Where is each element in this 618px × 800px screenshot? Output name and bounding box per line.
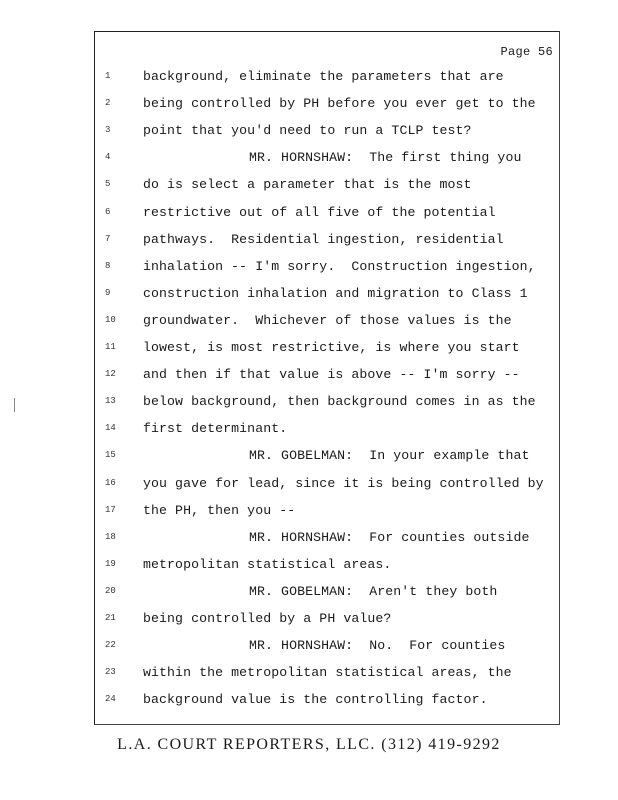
line-number: 14 [105, 423, 116, 434]
transcript-line [95, 502, 559, 520]
transcript-line [95, 664, 559, 682]
transcript-line [95, 475, 559, 493]
transcript-line [95, 204, 559, 222]
line-number: 19 [105, 558, 116, 569]
line-text: MR. HORNSHAW: No. For counties [249, 638, 506, 654]
line-text: MR. HORNSHAW: The first thing you [249, 150, 522, 166]
transcript-line [95, 637, 559, 655]
line-number: 22 [105, 640, 116, 651]
line-number: 23 [105, 667, 116, 678]
transcript-line [95, 583, 559, 601]
line-text: and then if that value is above -- I'm sorry -- [143, 367, 520, 383]
line-number: 18 [105, 531, 116, 542]
line-number: 11 [105, 342, 116, 352]
line-text: being controlled by PH before you ever get to the [143, 96, 536, 112]
line-text: point that you'd need to run a TCLP test? [143, 123, 472, 139]
line-number: 2 [105, 98, 111, 109]
transcript-line [95, 149, 559, 167]
line-text: restrictive out of all five of the potential [143, 204, 496, 220]
line-number: 7 [105, 233, 111, 244]
line-number: 20 [105, 585, 116, 596]
line-text: metropolitan statistical areas. [143, 556, 392, 572]
line-text: you gave for lead, since it is being controlled by [143, 475, 544, 491]
line-number: 5 [105, 179, 111, 190]
line-number: 24 [105, 694, 116, 705]
transcript-line [95, 285, 559, 303]
transcript-line [95, 556, 559, 574]
transcript-line [95, 529, 559, 547]
transcript-line [95, 393, 559, 411]
line-number: 12 [105, 369, 116, 380]
line-text: MR. GOBELMAN: In your example that [249, 448, 530, 464]
margin-mark [14, 398, 18, 412]
transcript-line [95, 366, 559, 384]
line-text: being controlled by a PH value? [143, 611, 392, 626]
line-number: 15 [105, 450, 116, 461]
transcript-page [94, 31, 560, 725]
line-text: MR. GOBELMAN: Aren't they both [249, 583, 498, 599]
transcript-line [95, 420, 559, 438]
transcript-line [95, 447, 559, 465]
line-number: 9 [105, 287, 111, 298]
line-text: groundwater. Whichever of those values is the [143, 312, 512, 328]
transcript-line [95, 610, 559, 628]
transcript-line [95, 122, 559, 140]
line-number: 10 [105, 314, 116, 325]
line-text: lowest, is most restrictive, is where you start [143, 340, 520, 355]
page-number: Page 56 [500, 45, 553, 59]
line-number: 3 [105, 125, 111, 136]
line-text: below background, then background comes in as the [143, 394, 536, 410]
line-number: 13 [105, 396, 116, 407]
transcript-line [95, 339, 559, 357]
transcript-line [95, 258, 559, 276]
line-number: 17 [105, 504, 116, 515]
line-number: 21 [105, 613, 116, 623]
transcript-line [95, 95, 559, 113]
transcript-line [95, 68, 559, 86]
reporter-footer: L.A. COURT REPORTERS, LLC. (312) 419-9292 [117, 736, 501, 753]
line-text: background, eliminate the parameters that are [143, 69, 504, 84]
transcript-line [95, 691, 559, 709]
line-text: the PH, then you -- [143, 502, 296, 518]
line-text: within the metropolitan statistical areas, the [143, 665, 512, 681]
line-text: construction inhalation and migration to Class 1 [143, 285, 528, 301]
line-text: background value is the controlling factor. [143, 692, 488, 708]
line-text: first determinant. [143, 421, 288, 437]
line-text: MR. HORNSHAW: For counties outside [249, 529, 530, 545]
transcript-line [95, 312, 559, 330]
line-number: 4 [105, 152, 111, 163]
line-number: 6 [105, 206, 111, 217]
line-text: inhalation -- I'm sorry. Construction ingestion, [143, 258, 536, 274]
transcript-line [95, 176, 559, 194]
line-number: 1 [105, 71, 111, 81]
line-number: 16 [105, 477, 116, 488]
line-number: 8 [105, 260, 111, 271]
line-text: pathways. Residential ingestion, residential [143, 231, 504, 247]
transcript-line [95, 231, 559, 249]
line-text: do is select a parameter that is the most [143, 177, 472, 193]
